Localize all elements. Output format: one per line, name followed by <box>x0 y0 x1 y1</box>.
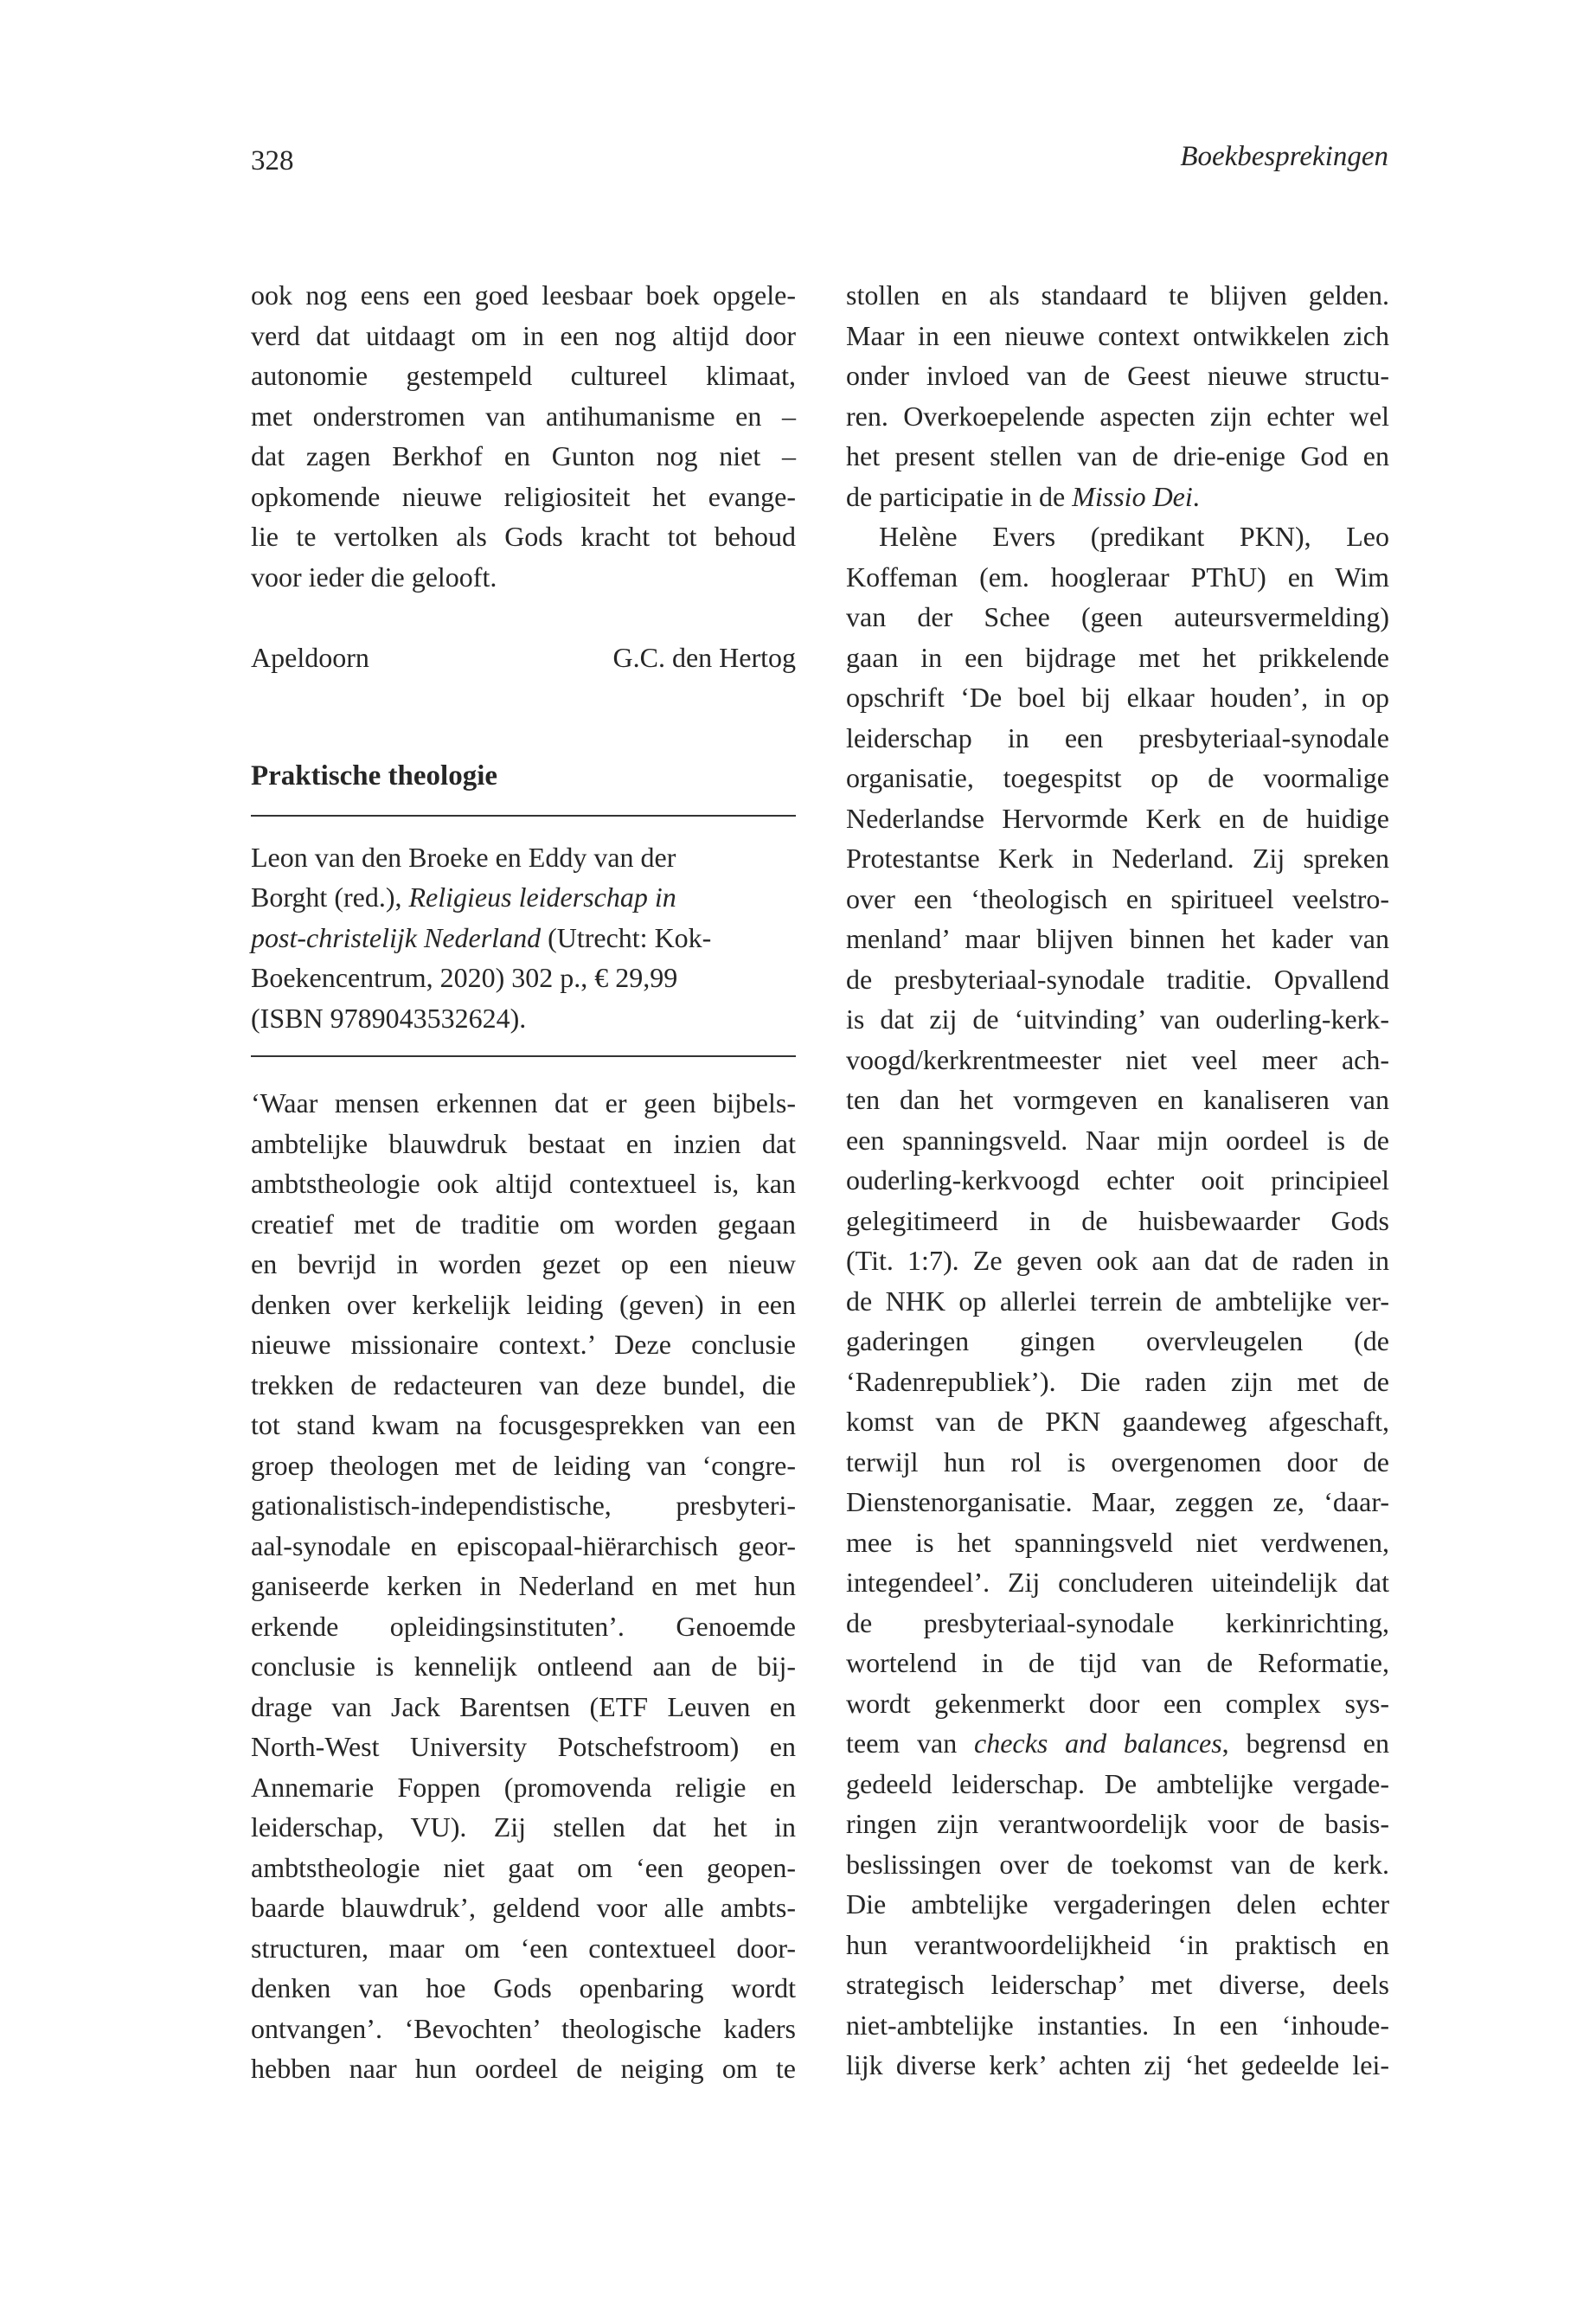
text-line: ambtstheologie ook altijd contextueel is, kan <box>251 1168 796 1199</box>
text-line: integendeel’. Zij concluderen uiteindelijk dat <box>846 1567 1389 1598</box>
review-paragraph <box>251 1083 796 2089</box>
text-line: ‘Radenrepubliek’). Die raden zijn met de <box>846 1365 1389 1397</box>
text-line: Protestantse Kerk in Nederland. Zij spreken <box>846 843 1389 874</box>
text-line: verd dat uitdaagt om in een nog altijd door <box>251 319 796 351</box>
text-line: Helène Evers (predikant PKN), Leo <box>879 521 1389 552</box>
text-line: Annemarie Foppen (promovenda religie en <box>251 1771 796 1803</box>
text-line: ren. Overkoepelende aspecten zijn echter wel <box>846 400 1389 432</box>
text-line: erkende opleidingsinstituten’. Genoemde <box>251 1610 796 1642</box>
text-line: de NHK op allerlei terrein de ambtelijke ver- <box>846 1285 1389 1317</box>
text-line: conclusie is kennelijk ontleend aan de bij- <box>251 1650 796 1682</box>
text-line: nieuwe missionaire context.’ Deze conclusie <box>251 1329 796 1360</box>
text-line: aal-synodale en episcopaal-hiërarchisch geor- <box>251 1529 796 1561</box>
text-line: groep theologen met de leiding van ‘congre- <box>251 1449 796 1481</box>
text-line: niet-ambtelijke instanties. In een ‘inhoude- <box>846 2009 1389 2041</box>
left-column <box>251 275 796 2089</box>
text-line: leiderschap in een presbyteriaal-synodale <box>846 721 1389 753</box>
signature-place: Apeldoorn <box>251 642 369 673</box>
text-line: denken over kerkelijk leiding (geven) in een <box>251 1288 796 1320</box>
book-title-part: post-christelijk Nederland <box>251 921 542 953</box>
text-line: Maar in een nieuwe context ontwikkelen zich <box>846 319 1389 351</box>
text-line: lie te vertolken als Gods kracht tot behoud <box>251 521 796 552</box>
biblio-line: Boekencentrum, 2020) 302 p., € 29,99 <box>251 962 678 993</box>
text-line: ringen zijn verantwoordelijk voor de basis- <box>846 1808 1389 1839</box>
text-line: de presbyteriaal-synodale traditie. Opvallend <box>846 963 1389 995</box>
text-line: tot stand kwam na focusgesprekken van een <box>251 1409 796 1440</box>
text-line: wordt gekenmerkt door een complex sys- <box>846 1687 1389 1719</box>
text-line: Koffeman (em. hoogleraar PThU) en Wim <box>846 561 1389 593</box>
italic-term: checks and balances <box>974 1727 1222 1759</box>
text-line: trekken de redacteuren van deze bundel, die <box>251 1368 796 1400</box>
review-signature <box>251 638 796 678</box>
bibliography-entry <box>251 837 796 1039</box>
text-line: voogd/kerkrentmeester niet veel meer ach- <box>846 1043 1389 1075</box>
text-line: de presbyteriaal-synodale kerkinrichting, <box>846 1606 1389 1638</box>
right-column <box>846 275 1389 2086</box>
text-line: onder invloed van de Geest nieuwe structu- <box>846 360 1389 391</box>
text-line: ook nog eens een goed leesbaar boek opgele- <box>251 279 796 311</box>
text-line: Dienstenorganisatie. Maar, zeggen ze, ‘daar- <box>846 1486 1389 1517</box>
text-line: creatief met de traditie om worden gegaan <box>251 1208 796 1240</box>
page-number: 328 <box>251 145 294 176</box>
text-line: mee is het spanningsveld niet verdwenen, <box>846 1526 1389 1558</box>
text-line: ganiseerde kerken in Nederland en met hun <box>251 1570 796 1601</box>
text-line: opkomende nieuwe religiositeit het evange- <box>251 480 796 512</box>
second-paragraph <box>846 516 1389 2086</box>
text-line: gedeeld leiderschap. De ambtelijke vergade- <box>846 1767 1389 1799</box>
text-line: en bevrijd in worden gezet op een nieuw <box>251 1248 796 1279</box>
continued-paragraph <box>846 275 1389 516</box>
text-line: de participatie in de Missio Dei. <box>846 480 1200 512</box>
section-title: Praktische theologie <box>251 760 498 792</box>
text-line: baarde blauwdruk’, geldend voor alle ambts- <box>251 1892 796 1923</box>
text-line: hebben naar hun oordeel de neiging om te <box>251 2053 796 2084</box>
text-line: structuren, maar om ‘een contextueel door- <box>251 1932 796 1964</box>
biblio-line: post-christelijk Nederland (Utrecht: Kok- <box>251 921 712 953</box>
text-line: gationalistisch-independistische, presbyteri- <box>251 1490 796 1521</box>
text-line: met onderstromen van antihumanisme en – <box>251 400 796 432</box>
italic-term: Missio Dei <box>1072 480 1193 512</box>
text-line: ambtstheologie niet gaat om ‘een geopen- <box>251 1851 796 1883</box>
text-line: hun verantwoordelijkheid ‘in praktisch en <box>846 1928 1389 1960</box>
text-line: stollen en als standaard te blijven gelden. <box>846 279 1389 311</box>
text-line: drage van Jack Barentsen (ETF Leuven en <box>251 1690 796 1722</box>
text-line: menland’ maar blijven binnen het kader van <box>846 923 1389 954</box>
text-line: gelegitimeerd in de huisbewaarder Gods <box>846 1204 1389 1236</box>
text-line: gaderingen gingen overvleugelen (de <box>846 1325 1389 1356</box>
biblio-rule <box>251 1055 796 1057</box>
text-line: organisatie, toegespitst op de voormalige <box>846 762 1389 793</box>
text-line: teem van checks and balances, begrensd en <box>846 1727 1389 1759</box>
section-rule <box>251 815 796 817</box>
text-line: opschrift ‘De boel bij elkaar houden’, in op <box>846 682 1389 713</box>
text-line: gaan in een bijdrage met het prikkelende <box>846 641 1389 673</box>
text-line: het present stellen van de drie-enige God en <box>846 440 1389 471</box>
text-line: autonomie gestempeld cultureel klimaat, <box>251 360 796 391</box>
text-line: dat zagen Berkhof en Gunton nog niet – <box>251 440 796 471</box>
text-line: over een ‘theologisch en spiritueel veelstro- <box>846 882 1389 914</box>
biblio-line: (ISBN 9789043532624). <box>251 1002 527 1034</box>
text-line: een spanningsveld. Naar mijn oordeel is de <box>846 1124 1389 1156</box>
text-line: Die ambtelijke vergaderingen delen echter <box>846 1888 1389 1920</box>
text-line: ten dan het vormgeven en kanaliseren van <box>846 1084 1389 1115</box>
text-line: (Tit. 1:7). Ze geven ook aan dat de raden in <box>846 1245 1389 1276</box>
biblio-line: Leon van den Broeke en Eddy van der <box>251 841 676 873</box>
text-line: ontvangen’. ‘Bevochten’ theologische kaders <box>251 2012 796 2044</box>
biblio-line: Borght (red.), Religieus leiderschap in <box>251 881 676 913</box>
intro-paragraph <box>251 275 796 597</box>
text-line: wortelend in de tijd van de Reformatie, <box>846 1647 1389 1678</box>
text-line: ‘Waar mensen erkennen dat er geen bijbels- <box>251 1087 796 1118</box>
text-line: ambtelijke blauwdruk bestaat en inzien dat <box>251 1127 796 1159</box>
running-head: Boekbesprekingen <box>1180 141 1388 172</box>
text-line: Nederlandse Hervormde Kerk en de huidige <box>846 802 1389 834</box>
text-line: strategisch leiderschap’ met diverse, deels <box>846 1969 1389 2000</box>
text-line: van der Schee (geen auteursvermelding) <box>846 601 1389 632</box>
text-line: komst van de PKN gaandeweg afgeschaft, <box>846 1406 1389 1437</box>
text-line: voor ieder die gelooft. <box>251 561 497 593</box>
text-line: denken van hoe Gods openbaring wordt <box>251 1972 796 2003</box>
text-line: is dat zij de ‘uitvinding’ van ouderling-kerk- <box>846 1003 1389 1035</box>
text-line: beslissingen over de toekomst van de kerk. <box>846 1848 1389 1880</box>
book-title-part: Religieus leiderschap in <box>408 881 676 913</box>
text-line: lijk diverse kerk’ achten zij ‘het gedeelde lei- <box>846 2049 1389 2080</box>
text-line: terwijl hun rol is overgenomen door de <box>846 1445 1389 1477</box>
text-line: ouderling-kerkvoogd echter ooit principieel <box>846 1164 1389 1195</box>
signature-author: G.C. den Hertog <box>612 642 796 673</box>
text-line: leiderschap, VU). Zij stellen dat het in <box>251 1811 796 1843</box>
text-line: North-West University Potschefstroom) en <box>251 1731 796 1762</box>
